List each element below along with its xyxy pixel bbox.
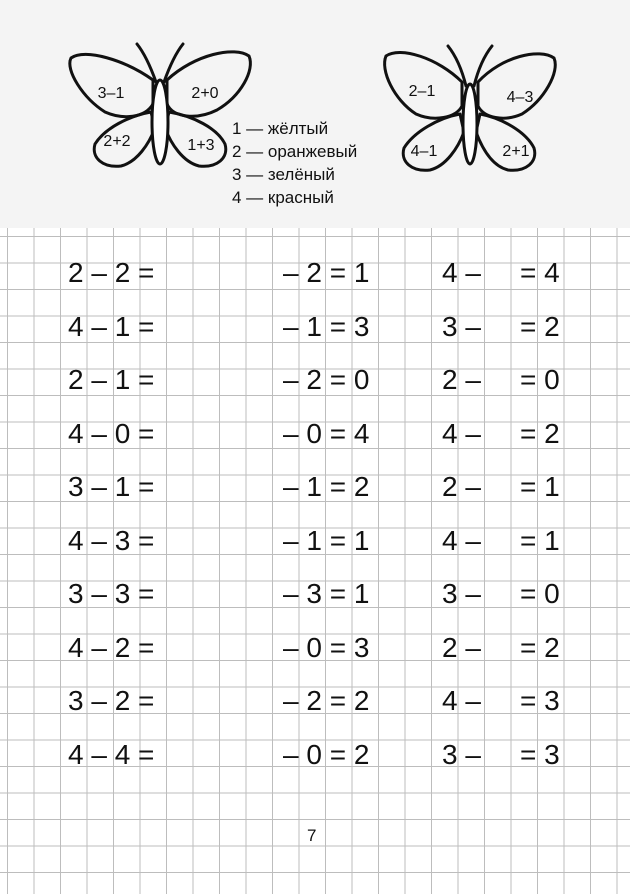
equation-text: 3 – xyxy=(442,578,481,609)
wing-label: 2+0 xyxy=(191,85,219,102)
equation-text: 2 – xyxy=(442,471,481,502)
equation-text: 4 – 1 = xyxy=(68,310,155,342)
equation-text: – 0 = 2 xyxy=(283,738,370,770)
equation-text: = 0 xyxy=(520,578,560,609)
equation-text: = 0 xyxy=(520,364,560,395)
wing-label: 2+2 xyxy=(103,133,131,150)
equation-text: 4 – xyxy=(442,417,481,449)
equation-text: 4 – 3 = xyxy=(68,524,155,556)
equation-text: 3 – 3 = xyxy=(68,578,155,609)
equation-text: = 3 xyxy=(520,685,560,716)
legend-item: 3 — зелёный xyxy=(232,165,335,184)
equation-text: 3 – 2 = xyxy=(68,685,155,716)
equation-text: = 1 xyxy=(520,524,560,556)
equation-text: = 2 xyxy=(520,417,560,449)
equation-text: 2 – xyxy=(442,364,481,395)
wing-label: 3–1 xyxy=(97,85,125,102)
equation-text: – 1 = 2 xyxy=(283,471,370,502)
butterfly-right-drawing xyxy=(380,40,560,185)
equation-text: – 1 = 3 xyxy=(283,310,370,342)
equation-text: 4 – xyxy=(442,685,481,716)
equation-text: = 2 xyxy=(520,631,560,663)
equation-text: = 1 xyxy=(520,471,560,502)
equation-text: 4 – 2 = xyxy=(68,631,155,663)
equation-text: 3 – xyxy=(442,738,481,770)
equation-text: = 3 xyxy=(520,738,560,770)
color-legend xyxy=(232,117,357,209)
equation-text: 4 – xyxy=(442,524,481,556)
wing-label: 2+1 xyxy=(502,143,530,160)
page-number: 7 xyxy=(307,826,317,845)
equation-text: 4 – 4 = xyxy=(68,738,155,770)
legend-item: 4 — красный xyxy=(232,188,334,207)
equation-text: = 2 xyxy=(520,310,560,342)
equation-text: – 2 = 0 xyxy=(283,364,370,395)
wing-label: 1+3 xyxy=(187,137,215,154)
equation-text: = 4 xyxy=(520,257,560,288)
butterfly-left xyxy=(65,40,255,180)
exercise-header xyxy=(0,0,630,228)
legend-item: 2 — оранжевый xyxy=(232,142,358,161)
equation-text: 2 – 2 = xyxy=(68,257,155,288)
equation-text: 4 – xyxy=(442,257,481,288)
equation-text: – 3 = 1 xyxy=(283,578,370,609)
wing-label: 4–1 xyxy=(410,143,438,160)
equation-text: 3 – xyxy=(442,310,481,342)
equation-text: – 1 = 1 xyxy=(283,524,370,556)
wing-label: 4–3 xyxy=(506,89,534,106)
legend-item: 1 — жёлтый xyxy=(232,119,329,138)
butterfly-left-drawing xyxy=(65,40,255,180)
butterfly-right xyxy=(380,40,560,185)
equation-text: 3 – 1 = xyxy=(68,471,155,502)
equation-text: 2 – xyxy=(442,631,481,663)
equation-text: 4 – 0 = xyxy=(68,417,155,449)
equation-text: – 0 = 3 xyxy=(283,631,370,663)
equation-text: 2 – 1 = xyxy=(68,364,155,395)
wing-label: 2–1 xyxy=(408,83,436,100)
equation-text: – 2 = 1 xyxy=(283,257,370,288)
equation-text: – 0 = 4 xyxy=(283,417,370,449)
equation-text: – 2 = 2 xyxy=(283,685,370,716)
